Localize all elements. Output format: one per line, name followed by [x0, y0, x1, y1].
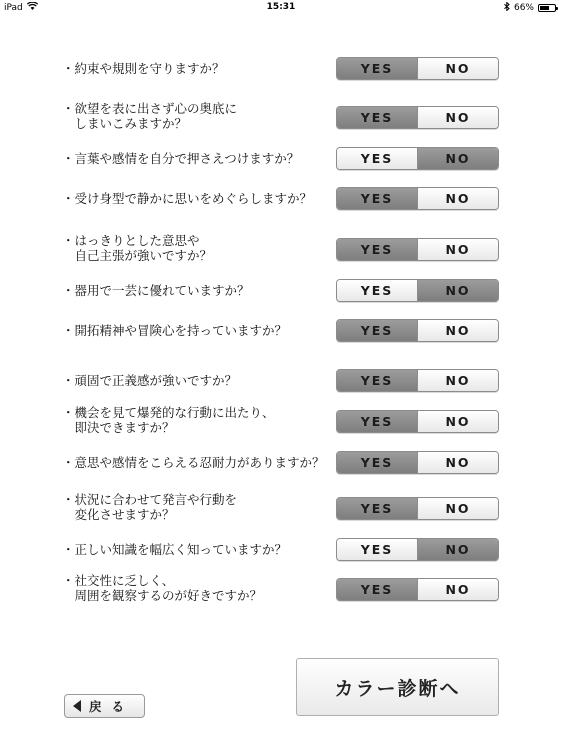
yes-button[interactable]: YES — [337, 579, 418, 600]
no-button[interactable]: NO — [418, 148, 498, 169]
yes-button[interactable]: YES — [337, 411, 418, 432]
yes-button[interactable]: YES — [337, 58, 418, 79]
status-time: 15:31 — [266, 2, 296, 12]
yes-button[interactable]: YES — [337, 498, 418, 519]
no-button[interactable]: NO — [418, 370, 498, 391]
question-text: ・社交性に乏しく、 周囲を観察するのが好きですか？ — [62, 573, 263, 603]
yes-no-toggle — [336, 238, 499, 261]
question-text: ・はっきりとした意思や 自己主張が強いですか？ — [62, 233, 213, 263]
battery-fill — [540, 6, 549, 10]
question-text: ・欲望を表に出さず心の奥底に しまいこみますか？ — [62, 101, 238, 131]
back-arrow-icon — [73, 700, 81, 712]
color-diagnosis-button-label: カラー診断へ — [334, 677, 461, 700]
question-text: ・機会を見て爆発的な行動に出たり、 即決できますか？ — [62, 405, 275, 435]
yes-no-toggle — [336, 57, 499, 80]
question-text: ・状況に合わせて発言や行動を 変化させますか？ — [62, 492, 238, 522]
yes-button[interactable]: YES — [337, 452, 418, 473]
no-button[interactable]: NO — [418, 239, 498, 260]
yes-no-toggle — [336, 279, 499, 302]
yes-button[interactable]: YES — [337, 107, 418, 128]
no-button[interactable]: NO — [418, 498, 498, 519]
yes-no-toggle — [336, 319, 499, 342]
status-right — [504, 2, 556, 14]
color-diagnosis-button[interactable] — [296, 658, 499, 716]
yes-button[interactable]: YES — [337, 239, 418, 260]
back-button[interactable] — [64, 694, 145, 718]
yes-button[interactable]: YES — [337, 280, 418, 301]
status-bar — [0, 0, 562, 16]
no-button[interactable]: NO — [418, 452, 498, 473]
question-text: ・開拓精神や冒険心を持っていますか？ — [62, 323, 288, 338]
no-button[interactable]: NO — [418, 411, 498, 432]
yes-no-toggle — [336, 451, 499, 474]
yes-no-toggle — [336, 410, 499, 433]
question-text: ・言葉や感情を自分で押さえつけますか？ — [62, 151, 300, 166]
yes-no-toggle — [336, 106, 499, 129]
yes-button[interactable]: YES — [337, 148, 418, 169]
battery-icon — [538, 4, 556, 12]
question-text: ・頑固で正義感が強いですか？ — [62, 373, 238, 388]
yes-no-toggle — [336, 369, 499, 392]
yes-button[interactable]: YES — [337, 188, 418, 209]
question-text: ・意思や感情をこらえる忍耐力がありますか？ — [62, 455, 325, 470]
no-button[interactable]: NO — [418, 539, 498, 560]
battery-percent: 66% — [513, 3, 534, 13]
yes-button[interactable]: YES — [337, 370, 418, 391]
yes-no-toggle — [336, 187, 499, 210]
device-label: iPad — [4, 2, 23, 13]
yes-no-toggle — [336, 497, 499, 520]
no-button[interactable]: NO — [418, 579, 498, 600]
yes-no-toggle — [336, 578, 499, 601]
question-text: ・約束や規則を守りますか？ — [62, 61, 225, 76]
yes-button[interactable]: YES — [337, 320, 418, 341]
yes-no-toggle — [336, 147, 499, 170]
question-text: ・正しい知識を幅広く知っていますか？ — [62, 542, 288, 557]
no-button[interactable]: NO — [418, 320, 498, 341]
yes-button[interactable]: YES — [337, 539, 418, 560]
no-button[interactable]: NO — [418, 280, 498, 301]
no-button[interactable]: NO — [418, 188, 498, 209]
no-button[interactable]: NO — [418, 107, 498, 128]
no-button[interactable]: NO — [418, 58, 498, 79]
bluetooth-icon — [504, 2, 510, 14]
back-button-label: 戻る — [89, 699, 135, 714]
question-text: ・器用で一芸に優れていますか？ — [62, 283, 250, 298]
yes-no-toggle — [336, 538, 499, 561]
question-text: ・受け身型で静かに思いをめぐらしますか？ — [62, 191, 313, 206]
